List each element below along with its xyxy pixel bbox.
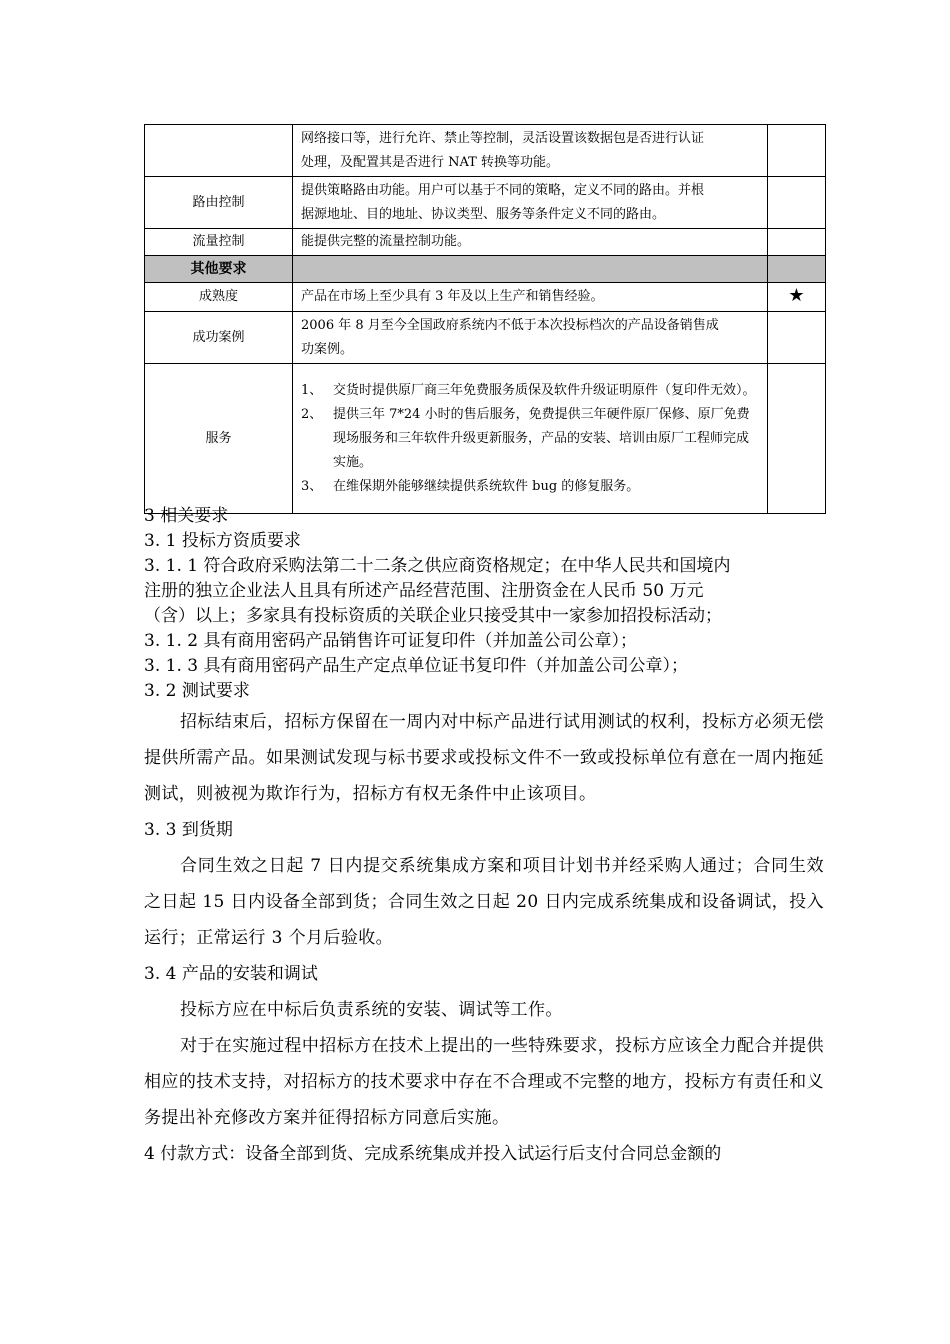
table-row bbox=[145, 312, 826, 364]
row-content bbox=[293, 177, 768, 229]
heading-3-2: 3. 2 测试要求 bbox=[144, 681, 250, 701]
row-content bbox=[293, 125, 768, 177]
heading-4: 4 付款方式：设备全部到货、完成系统集成并投入试运行后支付合同总金额的 bbox=[144, 1144, 722, 1164]
row-content bbox=[293, 312, 768, 364]
list-number: 1、 bbox=[301, 382, 323, 398]
row-label: 路由控制 bbox=[145, 177, 293, 229]
row-label: 流量控制 bbox=[145, 229, 293, 256]
row-mark bbox=[768, 229, 826, 256]
row-content bbox=[293, 229, 768, 256]
row-label bbox=[145, 125, 293, 177]
paragraph-3-4-2: 对于在实施过程中招标方在技术上提出的一些特殊要求，投标方应该全力配合并提供相应的技术支持，对招标方的技术要求中存在不合理或不完整的地方，投标方有责任和义务提出补充修改方案并征得招标方同意后实施。 bbox=[144, 1036, 824, 1128]
document-body bbox=[144, 504, 824, 1172]
list-item bbox=[301, 379, 759, 403]
row-content bbox=[293, 256, 768, 283]
row-content bbox=[293, 283, 768, 312]
row-mark bbox=[768, 256, 826, 283]
list-number: 3、 bbox=[301, 478, 323, 494]
clause-3-1-1: 3. 1. 1 符合政府采购法第二十二条之供应商资格规定；在中华人民共和国境内 bbox=[144, 556, 731, 576]
paragraph-3-4-1: 投标方应在中标后负责系统的安装、调试等工作。 bbox=[180, 1000, 563, 1020]
content-line: 产品在市场上至少具有 3 年及以上生产和销售经验。 bbox=[301, 289, 604, 304]
section-row bbox=[145, 256, 826, 283]
table-row bbox=[145, 125, 826, 177]
row-label: 成熟度 bbox=[145, 283, 293, 312]
list-item bbox=[301, 403, 759, 475]
clause-3-1-2: 3. 1. 2 具有商用密码产品销售许可证复印件（并加盖公司公章）； bbox=[144, 631, 637, 651]
row-label: 成功案例 bbox=[145, 312, 293, 364]
paragraph-3-2: 招标结束后，招标方保留在一周内对中标产品进行试用测试的权利，投标方必须无偿提供所需产品。如果测试发现与标书要求或投标文件不一致或投标单位有意在一周内拖延测试，则被视为欺诈行为，招标方有权无条件中止该项目。 bbox=[144, 712, 824, 804]
content-line: 功案例。 bbox=[301, 341, 354, 357]
table-row bbox=[145, 177, 826, 229]
section-title: 其他要求 bbox=[145, 256, 293, 283]
content-line: 2006 年 8 月至今全国政府系统内不低于本次投标档次的产品设备销售成 bbox=[301, 317, 719, 333]
paragraph-3-3: 合同生效之日起 7 日内提交系统集成方案和项目计划书并经采购人通过；合同生效之日起 15 日内设备全部到货；合同生效之日起 20 日内完成系统集成和设备调试，投入运行；正常运行 3 个月后验收。 bbox=[144, 856, 824, 948]
content-line: 处理，及配置其是否进行 NAT 转换等功能。 bbox=[301, 154, 559, 170]
list-item bbox=[301, 475, 759, 499]
row-mark bbox=[768, 125, 826, 177]
content-line: 能提供完整的流量控制功能。 bbox=[301, 234, 471, 249]
table-row bbox=[145, 229, 826, 256]
requirements-table bbox=[144, 124, 826, 514]
content-line: 提供策略路由功能。用户可以基于不同的策略，定义不同的路由。并根 bbox=[301, 182, 705, 198]
list-text: 提供三年 7*24 小时的售后服务，免费提供三年硬件原厂保修、原厂免费现场服务和三年软件升级更新服务，产品的安装、培训由原厂工程师完成实施。 bbox=[333, 406, 750, 470]
row-content bbox=[293, 364, 768, 514]
clause-3-1-3: 3. 1. 3 具有商用密码产品生产定点单位证书复印件（并加盖公司公章）； bbox=[144, 656, 688, 676]
content-line: 据源地址、目的地址、协议类型、服务等条件定义不同的路由。 bbox=[301, 206, 666, 222]
heading-3-1: 3. 1 投标方资质要求 bbox=[144, 531, 301, 551]
table-row bbox=[145, 283, 826, 312]
list-number: 2、 bbox=[301, 406, 323, 422]
table-row bbox=[145, 364, 826, 514]
heading-3-4: 3. 4 产品的安装和调试 bbox=[144, 964, 318, 984]
row-mark bbox=[768, 364, 826, 514]
clause-3-1-1-cont: （含）以上；多家具有投标资质的关联企业只接受其中一家参加招投标活动； bbox=[144, 606, 722, 626]
heading-3: 3 相关要求 bbox=[144, 506, 229, 526]
clause-3-1-1-cont: 注册的独立企业法人且具有所述产品经营范围、注册资金在人民币 50 万元 bbox=[144, 581, 704, 601]
row-label: 服务 bbox=[145, 364, 293, 514]
row-mark bbox=[768, 312, 826, 364]
list-text: 在维保期外能够继续提供系统软件 bug 的修复服务。 bbox=[333, 478, 640, 494]
content-line: 网络接口等，进行允许、禁止等控制，灵活设置该数据包是否进行认证 bbox=[301, 130, 705, 146]
list-text: 交货时提供原厂商三年免费服务质保及软件升级证明原件（复印件无效）。 bbox=[333, 382, 756, 398]
star-icon: ★ bbox=[788, 285, 805, 306]
row-mark bbox=[768, 177, 826, 229]
heading-3-3: 3. 3 到货期 bbox=[144, 820, 233, 840]
